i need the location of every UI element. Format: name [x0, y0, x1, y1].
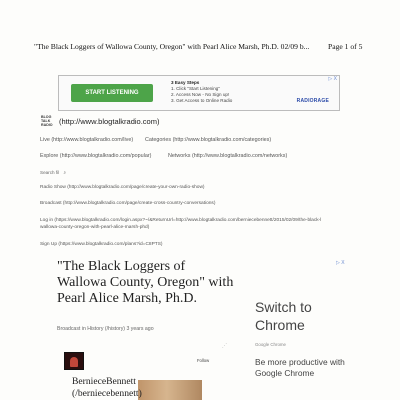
ad-step-3: 3. Get Access to Online Radio	[171, 98, 233, 103]
nav-live[interactable]: Live (http://www.blogtalkradio.com/live)	[40, 137, 134, 143]
ad-step-2: 2. Access Now - No Sign up!	[171, 92, 230, 97]
follow-button[interactable]: Follow	[197, 358, 210, 363]
chrome-ad-source: Google Chrome	[255, 342, 286, 347]
search-field[interactable]	[40, 170, 66, 175]
start-listening-button[interactable]: START LISTENING	[71, 84, 153, 102]
nav-categories[interactable]: Categories (http://www.blogtalkradio.com/categories)	[145, 137, 272, 143]
host-avatar[interactable]	[64, 352, 84, 370]
site-logo[interactable]: BLOG TALK RADIO	[41, 115, 53, 127]
signup-link[interactable]: Sign Up (https://www.blogtalkradio.com/plans?id=C8PTS)	[40, 242, 163, 247]
ad-banner[interactable]	[58, 75, 340, 111]
host-name: BernieceBennett	[72, 376, 136, 387]
avatar-figure-icon	[70, 357, 78, 367]
episode-meta[interactable]: Broadcast in History (/history) 3 years ago	[57, 326, 154, 332]
ad-steps	[171, 80, 232, 104]
nav-explore[interactable]: Explore (http://www.blogtalkradio.com/popular)	[40, 153, 152, 159]
ad-steps-title: 3 Easy Steps	[171, 80, 200, 85]
ad-choices-icon[interactable]: ▷ X	[336, 260, 345, 266]
print-header-title: "The Black Loggers of Wallowa County, Oregon" with Pearl Alice Marsh, Ph.D. 02/09 b...	[34, 42, 310, 51]
chrome-side-ad[interactable]	[255, 298, 365, 379]
search-label: Search fil	[40, 170, 60, 175]
chrome-ad-body: Be more productive with Google Chrome	[255, 357, 345, 378]
host-handle: (/berniecebennett)	[72, 388, 142, 399]
search-icon[interactable]: ⌕	[63, 170, 67, 175]
login-link-continued[interactable]: wallowa-county-oregon-with-pearl-alice-marsh-phd)	[40, 225, 150, 230]
host-name-link[interactable]	[72, 376, 212, 400]
nav-networks[interactable]: Networks (http://www.blogtalkradio.com/networks)	[168, 153, 288, 159]
ad-step-1: 1. Click "Start Listening"	[171, 86, 220, 91]
site-logo-link[interactable]: (http://www.blogtalkradio.com)	[59, 117, 160, 126]
login-link[interactable]: Log in (https://www.blogtalkradio.com/login.aspx?~/&ReturnUrl=http://www.blogtalkradio.com/berniecebennett/2015/02/09/the-black-l	[40, 218, 322, 223]
more-options-icon[interactable]: ⋰	[222, 343, 227, 349]
broadcast-link[interactable]: Broadcast (http://www.blogtalkradio.com/page/create-cross-country-conversations)	[40, 201, 216, 206]
chrome-ad-headline: Switch to Chrome	[255, 299, 312, 333]
episode-title: "The Black Loggers of Wallowa County, Oregon" with Pearl Alice Marsh, Ph.D.	[57, 259, 234, 306]
radio-show-link[interactable]: Radio Show (http://www.blogtalkradio.com/page/create-your-own-radio-show)	[40, 185, 205, 190]
ad-brand-logo: RADIORAGE	[296, 98, 329, 104]
ad-close-icon[interactable]: ▷ X	[328, 76, 337, 82]
print-header-page: Page 1 of 5	[328, 42, 363, 51]
